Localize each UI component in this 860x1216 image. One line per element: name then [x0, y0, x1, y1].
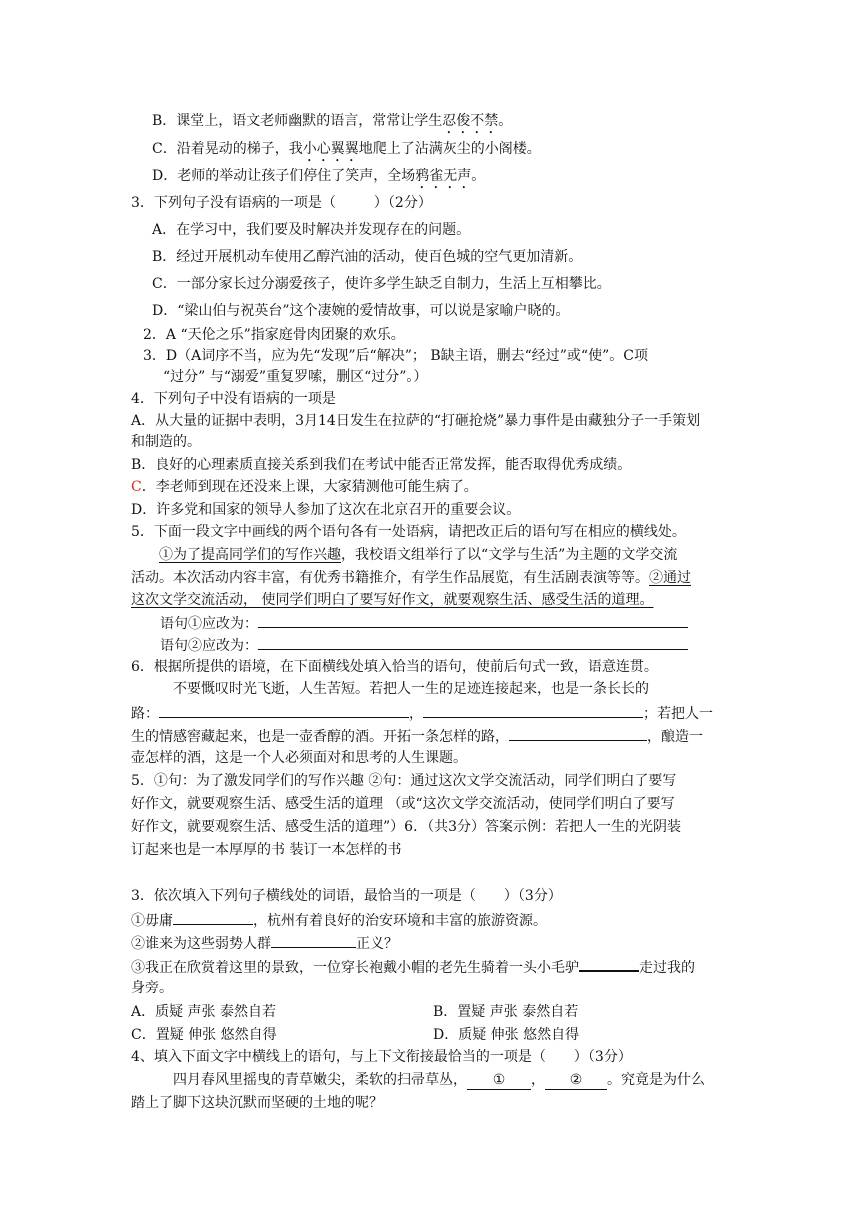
answer-5-line2: 好作文，就要观察生活、感受生活的道理 （或“这次文学交流活动，使同学们明白了要写 [131, 796, 675, 812]
q5-passage-line3: 这次文学交流活动， 使同学们明白了要写好作文，就要观察生活、感受生活的道理。 [131, 592, 654, 608]
q5-question: 5．下面一段文字中画线的两个语句各有一处语病，请把改正后的语句写在相应的横线处。 [131, 524, 686, 540]
answer-5-line1: 5．①句：为了激发同学们的写作兴趣 ②句：通过这次文学交流活动，同学们明白了要写 [131, 773, 677, 789]
answer-6-line: 订起来也是一本厚厚的书 装订一本怎样的书 [131, 842, 402, 858]
q6-blank-1[interactable] [159, 702, 409, 718]
q4b-passage-line1: 四月春风里摇曳的青草嫩尖，柔软的扫帚草丛， ① ， ② 。究竟是为什么 [173, 1072, 705, 1088]
q4-option-a-line1: A．从大量的证据中表明，3月14日发生在拉萨的“打砸抢烧”暴力事件是由藏独分子一手策划 [131, 413, 701, 429]
q3b-item-3-line1: ③我正在欣赏着这里的景致，一位穿长袍戴小帽的老先生骑着一头小毛驴 走过我的 [131, 955, 695, 978]
q3b-question: 3．依次填入下列句子横线处的词语，最恰当的一项是（ ）（3分） [131, 888, 562, 904]
q3b-blank-2[interactable] [271, 932, 356, 948]
q4b-blank-2[interactable]: ② [545, 1071, 607, 1090]
q2-option-c: C．沿着晃动的梯子，我小心翼翼地爬上了沾满灰尘的小阁楼。 [152, 141, 541, 157]
q3b-item-2: ②谁来为这些弱势人群 正义？ [131, 932, 398, 954]
q3b-options-row2 [131, 1025, 731, 1045]
q5-passage-line2: 活动。本次活动内容丰富，有优秀书籍推介，有学生作品展览，有生活剧表演等等。②通过 [131, 570, 691, 586]
q6-blank-3[interactable] [509, 725, 647, 741]
answer-5-line3: 好作文，就要观察生活、感受生活的道理”）6．（共3分）答案示例：若把人一生的光阴装 [131, 819, 681, 835]
q4-option-c-letter: C [131, 479, 142, 495]
q3b-option-d: D．质疑 伸张 悠然自得 [433, 1027, 580, 1043]
q3-option-c: C．一部分家长过分溺爱孩子，使许多学生缺乏自制力，生活上互相攀比。 [152, 276, 611, 292]
q3b-options-row1 [131, 1002, 731, 1022]
q3-question: 3．下列句子没有语病的一项是（ ）（2分） [131, 195, 432, 211]
q5-passage-line1: ①为了提高同学们的写作兴趣，我校语文组举行了以“文学与生活”为主题的文学交流 [159, 547, 678, 563]
q4b-blank-1[interactable]: ① [467, 1071, 531, 1090]
q4b-passage-line2: 踏上了脚下这块沉默而坚硬的土地的呢？ [131, 1095, 383, 1111]
q3b-item-3-line2: 身旁。 [131, 980, 173, 996]
q5-sentence1-field[interactable]: 语句①应改为： [160, 612, 688, 634]
q6-question: 6．根据所提供的语境，在下面横线处填入恰当的语句，使前后句式一致，语意连贯。 [131, 659, 658, 675]
q3-option-d: D．“梁山伯与祝英台”这个凄婉的爱情故事，可以说是家喻户晓的。 [152, 303, 570, 319]
q3b-option-c: C．置疑 伸张 悠然自得 [131, 1027, 277, 1043]
q3-option-a: A．在学习中，我们要及时解决并发现存在的问题。 [152, 222, 471, 238]
q5-sentence2-field[interactable]: 语句②应改为： [160, 634, 688, 656]
q4-option-c: C．李老师到现在还没来上课，大家猜测他可能生病了。 [131, 479, 478, 495]
answer-3-line1: 3．D（A词序不当，应为先“发现”后“解决”； B缺主语，删去“经过”或“使”。C项 [143, 348, 648, 364]
q3b-blank-1[interactable] [173, 909, 253, 925]
q6-blank-2[interactable] [423, 702, 643, 718]
q4b-question: 4、填入下面文字中横线上的语句，与上下文衔接最恰当的一项是（ ）（3分） [131, 1049, 632, 1065]
q6-passage-line2: 路： ， ；若把人一 [131, 702, 713, 724]
q4-option-a-line2: 和制造的。 [131, 434, 201, 450]
q6-passage-line3: 生的情感窖藏起来，也是一壶香醇的酒。开拓一条怎样的路， ，酿造一 [131, 725, 703, 747]
q3b-option-a: A．质疑 声张 泰然自若 [131, 1004, 277, 1020]
answer-2: 2．A “天伦之乐”指家庭骨肉团聚的欢乐。 [143, 327, 405, 343]
answer-3-line2: “过分” 与“溺爱”重复罗嗦，删区“过分”。） [163, 369, 428, 385]
q2-option-b: B．课堂上，语文老师幽默的语言，常常让学生忍俊不禁。 [152, 113, 513, 129]
q4-option-b: B．良好的心理素质直接关系到我们在考试中能否正常发挥，能否取得优秀成绩。 [131, 457, 632, 473]
q6-passage-line4: 壶怎样的酒，这是一个人必须面对和思考的人生课题。 [131, 750, 467, 766]
q6-passage-line1: 不要慨叹时光飞逝，人生苦短。若把人一生的足迹连接起来，也是一条长长的 [173, 681, 649, 697]
q4-question: 4．下列句子中没有语病的一项是 [131, 391, 336, 407]
q2-option-d: D．老师的举动让孩子们停住了笑声，全场鸦雀无声。 [152, 168, 486, 184]
q3b-blank-3[interactable] [579, 955, 639, 972]
q3b-option-b: B．置疑 声张 泰然自若 [433, 1004, 579, 1020]
q4-option-d: D．许多党和国家的领导人参加了这次在北京召开的重要会议。 [131, 502, 521, 518]
q3-option-b: B．经过开展机动车使用乙醇汽油的活动，使百色城的空气更加清新。 [152, 249, 583, 265]
q3b-item-1: ①毋庸 ，杭州有着良好的治安环境和丰富的旅游资源。 [131, 909, 547, 931]
